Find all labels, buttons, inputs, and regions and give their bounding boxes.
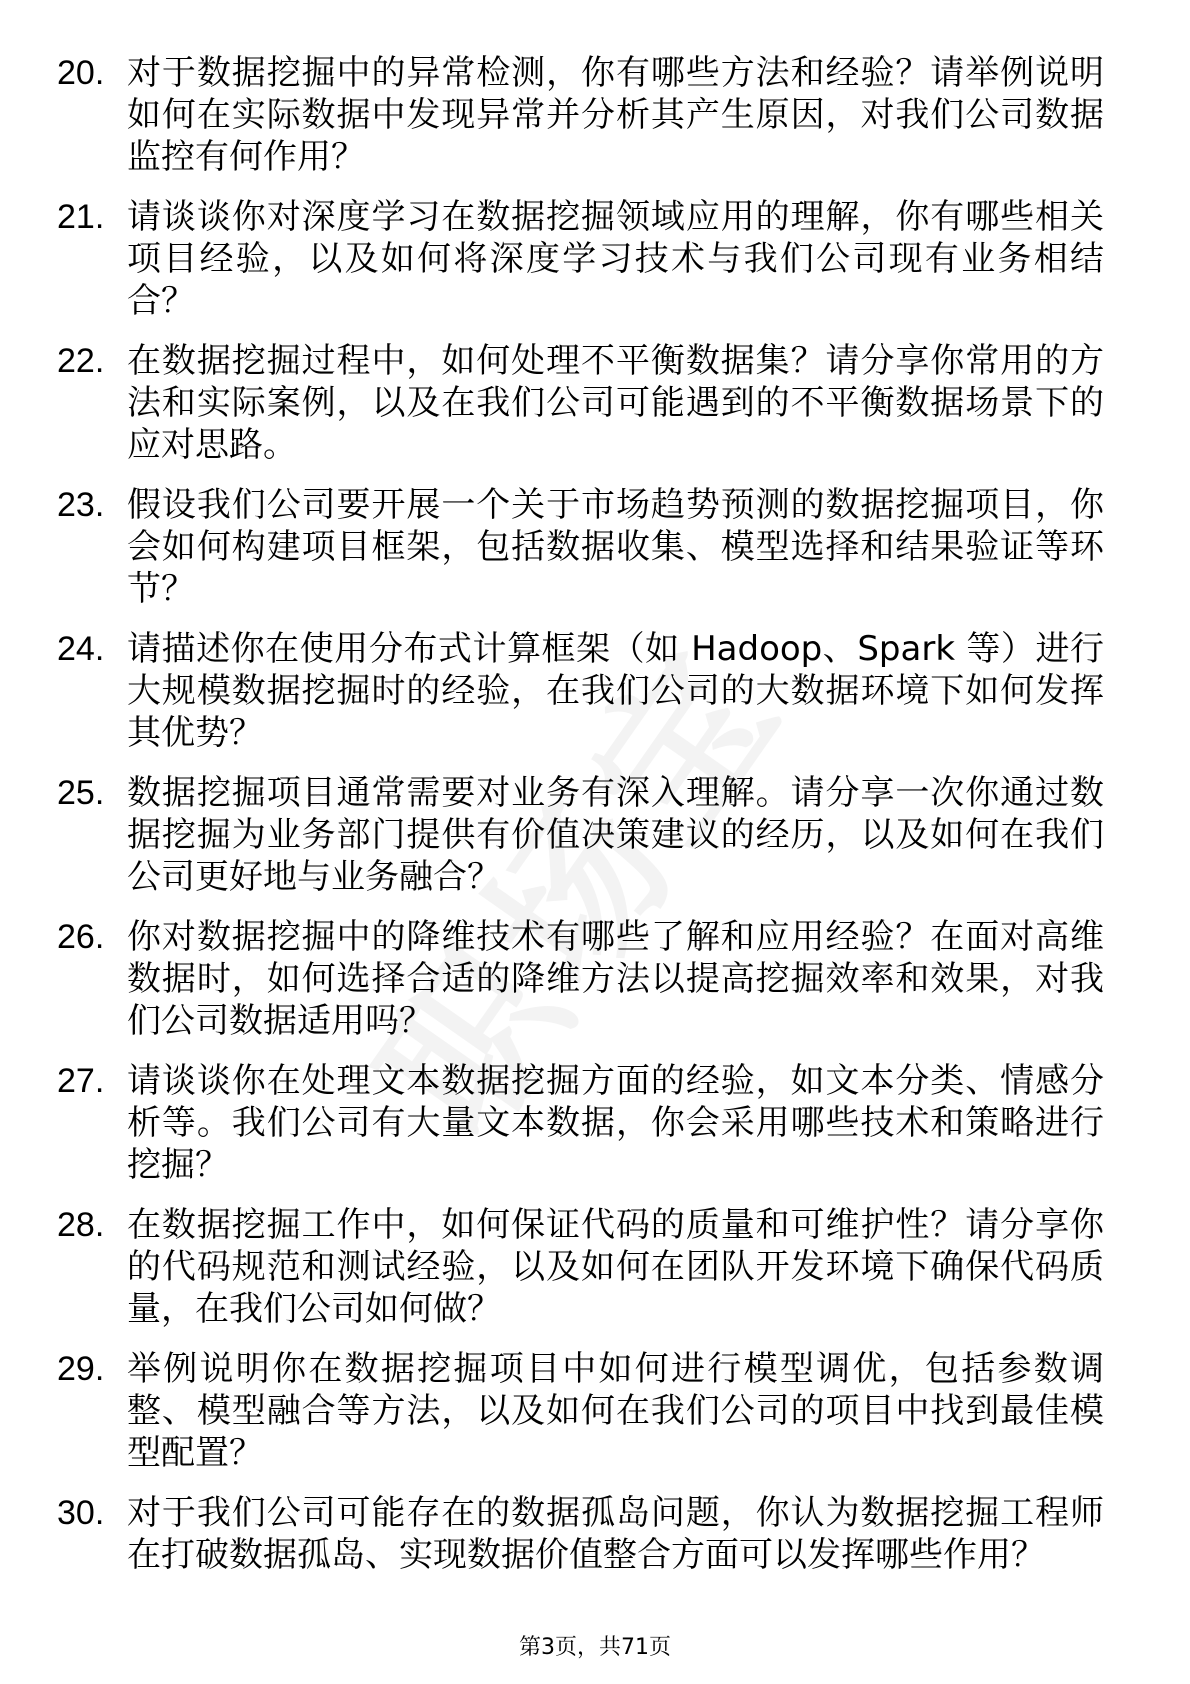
question-text: 请谈谈你对深度学习在数据挖掘领域应用的理解，你有哪些相关项目经验，以及如何将深度学习技术与我们公司现有业务相结合？ xyxy=(127,197,1104,321)
question-number: 29. xyxy=(57,1350,105,1388)
question-number: 21. xyxy=(57,198,105,236)
question-item xyxy=(0,628,1104,754)
question-item xyxy=(0,484,1104,610)
question-item xyxy=(0,1348,1104,1474)
question-item xyxy=(0,772,1104,898)
question-text: 请谈谈你在处理文本数据挖掘方面的经验，如文本分类、情感分析等。我们公司有大量文本数据，你会采用哪些技术和策略进行挖掘？ xyxy=(127,1061,1104,1185)
question-number: 30. xyxy=(57,1494,105,1532)
question-text: 数据挖掘项目通常需要对业务有深入理解。请分享一次你通过数据挖掘为业务部门提供有价值决策建议的经历，以及如何在我们公司更好地与业务融合？ xyxy=(127,773,1104,897)
question-item xyxy=(0,340,1104,466)
question-number: 22. xyxy=(57,342,105,380)
page-footer xyxy=(0,1634,1190,1662)
question-list xyxy=(0,52,1190,1636)
question-text: 在数据挖掘工作中，如何保证代码的质量和可维护性？请分享你的代码规范和测试经验，以及如何在团队开发环境下确保代码质量，在我们公司如何做？ xyxy=(127,1205,1104,1329)
question-item xyxy=(0,52,1104,178)
question-item xyxy=(0,916,1104,1042)
question-text: 对于数据挖掘中的异常检测，你有哪些方法和经验？请举例说明如何在实际数据中发现异常并分析其产生原因，对我们公司数据监控有何作用？ xyxy=(127,53,1104,177)
question-number: 26. xyxy=(57,918,105,956)
question-number: 28. xyxy=(57,1206,105,1244)
question-item xyxy=(0,196,1104,322)
question-text: 在数据挖掘过程中，如何处理不平衡数据集？请分享你常用的方法和实际案例，以及在我们公司可能遇到的不平衡数据场景下的应对思路。 xyxy=(127,341,1104,465)
question-number: 25. xyxy=(57,774,105,812)
question-item xyxy=(0,1492,1104,1618)
question-number: 27. xyxy=(57,1062,105,1100)
question-text: 请描述你在使用分布式计算框架（如 Hadoop、Spark 等）进行大规模数据挖掘时的经验，在我们公司的大数据环境下如何发挥其优势？ xyxy=(127,629,1104,753)
question-text: 你对数据挖掘中的降维技术有哪些了解和应用经验？在面对高维数据时，如何选择合适的降维方法以提高挖掘效率和效果，对我们公司数据适用吗？ xyxy=(127,917,1104,1041)
question-number: 23. xyxy=(57,486,105,524)
question-text: 举例说明你在数据挖掘项目中如何进行模型调优，包括参数调整、模型融合等方法，以及如何在我们公司的项目中找到最佳模型配置？ xyxy=(127,1349,1104,1473)
question-item xyxy=(0,1060,1104,1186)
page-number-label: 第3页，共71页 xyxy=(519,1635,671,1660)
question-text: 假设我们公司要开展一个关于市场趋势预测的数据挖掘项目，你会如何构建项目框架，包括数据收集、模型选择和结果验证等环节？ xyxy=(127,485,1104,609)
question-item xyxy=(0,1204,1104,1330)
question-number: 24. xyxy=(57,630,105,668)
question-text: 对于我们公司可能存在的数据孤岛问题，你认为数据挖掘工程师在打破数据孤岛、实现数据价值整合方面可以发挥哪些作用？ xyxy=(127,1493,1104,1575)
question-number: 20. xyxy=(57,54,105,92)
